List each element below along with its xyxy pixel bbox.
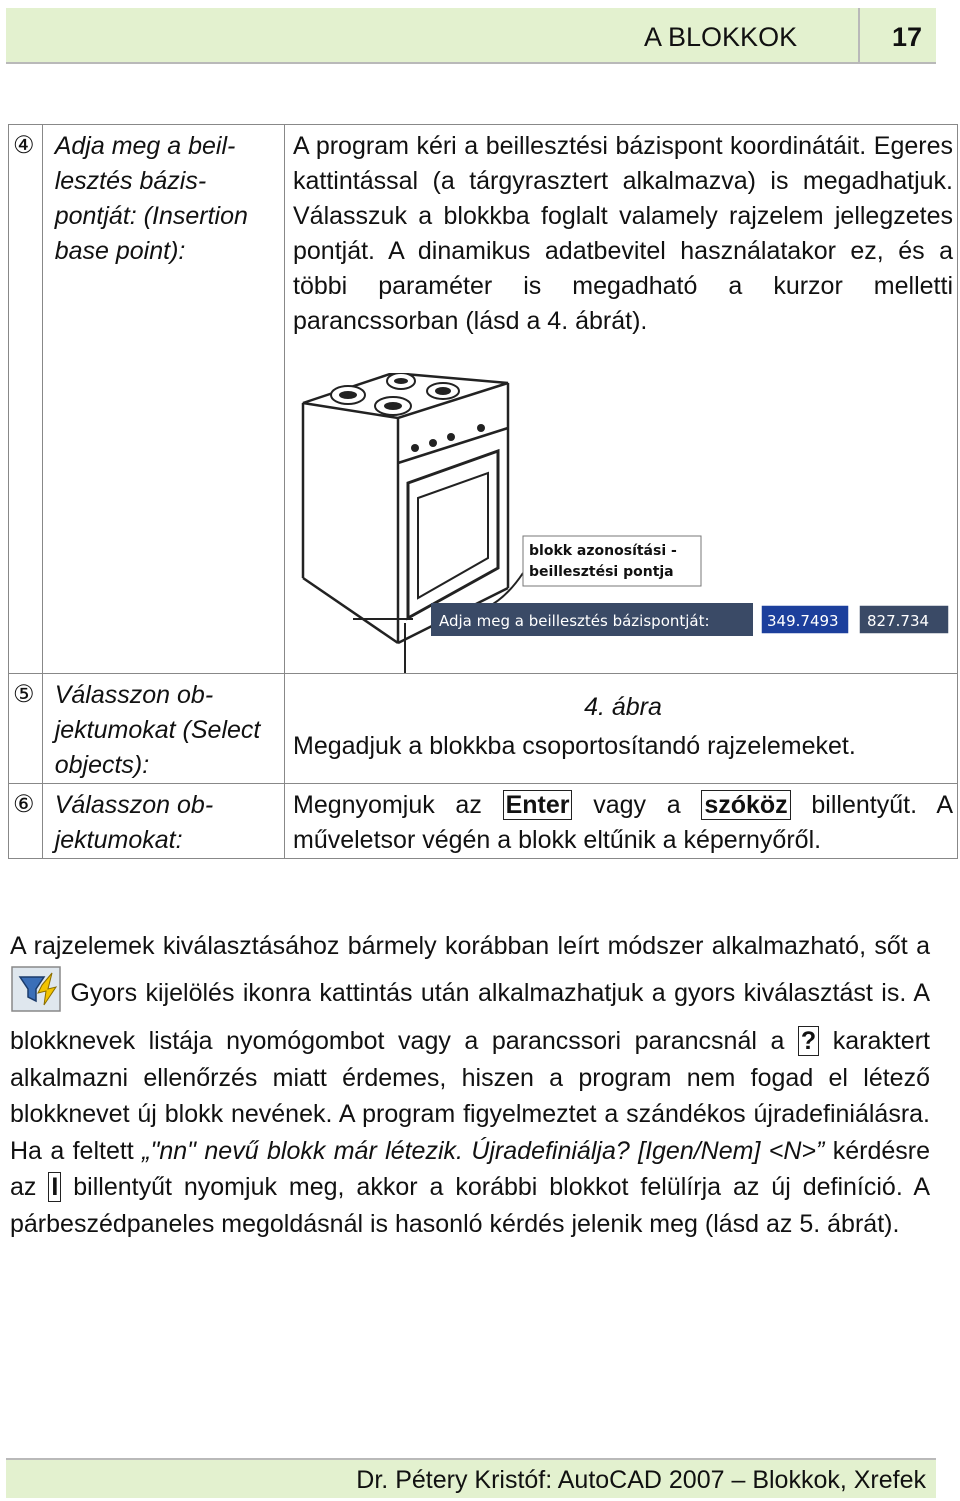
y-coordinate-value: 827.734 xyxy=(867,612,930,630)
page-footer xyxy=(6,1458,936,1498)
step-marker-6: ⑥ xyxy=(13,791,35,818)
chapter-title: A BLOKKOK xyxy=(644,22,798,52)
steps-table xyxy=(8,124,958,859)
prompt-quote: „"nn" nevű blokk már létezik. Újradefiniálja? [Igen/Nem] <N>” xyxy=(142,1136,825,1165)
page-number: 17 xyxy=(892,22,923,52)
step-label-4: Adja meg a beil- lesztés bázis- pontját: (Insertion base point): xyxy=(42,125,284,674)
figure-4 xyxy=(293,373,953,673)
step-desc-5: Megadjuk a blokkba csoportosítandó rajzelemeket. xyxy=(293,732,856,760)
x-coordinate-value: 349.7493 xyxy=(767,612,839,630)
body-paragraph: A rajzelemek kiválasztásához bármely korábban leírt módszer alkalmazható, sőt a Gyors kijelölés ikonra kattintás után alkalmazhatjuk a gyors kiválasztást is. A blokknevek listája nyomógombot vagy a parancssori parancsnál a ? karaktert alkalmazni ellenőrzés miatt érdemes, hiszen a program nem fogad el létező blokknevet új blokk nevének. A program figyelmeztet a szándékos újradefiniálásra. Ha a feltett „"nn" nevű blokk már létezik. Újradefiniálja? [Igen/Nem] <N>” kérdésre az I billentyűt nyomjuk meg, akkor a korábbi blokkot felülírja az új definíció. A párbeszédpaneles megoldásnál is hasonló kérdés jelenik meg (lásd az 5. ábrát). xyxy=(10,932,931,1238)
step-row-5 xyxy=(9,674,958,784)
i-key: I xyxy=(48,1172,61,1202)
step-row-6 xyxy=(9,784,958,859)
question-key: ? xyxy=(798,1026,819,1056)
header-divider xyxy=(858,8,860,62)
enter-key: Enter xyxy=(503,790,573,820)
page-header xyxy=(6,8,936,64)
quick-select-icon[interactable] xyxy=(10,965,62,1024)
step-marker-4: ④ xyxy=(13,132,35,159)
step-marker-5: ⑤ xyxy=(13,681,35,708)
step-desc-6: Megnyomjuk az Enter vagy a szóköz billentyűt. A műveletsor végén a blokk eltűnik a képernyőről. xyxy=(285,784,958,859)
dynamic-prompt-text: Adja meg a beillesztés bázispontját: xyxy=(439,612,710,630)
space-key: szóköz xyxy=(701,790,790,820)
callout-line-1: blokk azonosítási - xyxy=(529,543,677,559)
step-row-4 xyxy=(9,125,958,674)
stove-drawing xyxy=(293,373,953,673)
step-label-5: Válasszon ob- jektumokat (Select objects): xyxy=(42,674,284,784)
footer-text: Dr. Pétery Kristóf: AutoCAD 2007 – Blokkok, Xrefek xyxy=(356,1466,926,1494)
figure-caption: 4. ábra xyxy=(584,693,662,721)
step-desc-4: A program kéri a beillesztési bázispont koordinátáit. Egeres kattintással (a tárgyrasztert alkalmazva) is megadhatjuk. Válasszuk a blokkba foglalt valamely rajzelem jellegzetes pontját. A dinamikus adatbevitel használatakor ez, és a többi paraméter is megadható a kurzor melletti parancssorban (lásd a 4. ábrát). xyxy=(293,132,953,335)
callout-line-2: beillesztési pontja xyxy=(529,564,674,580)
step-label-6: Válasszon ob- jektumokat: xyxy=(42,784,284,859)
